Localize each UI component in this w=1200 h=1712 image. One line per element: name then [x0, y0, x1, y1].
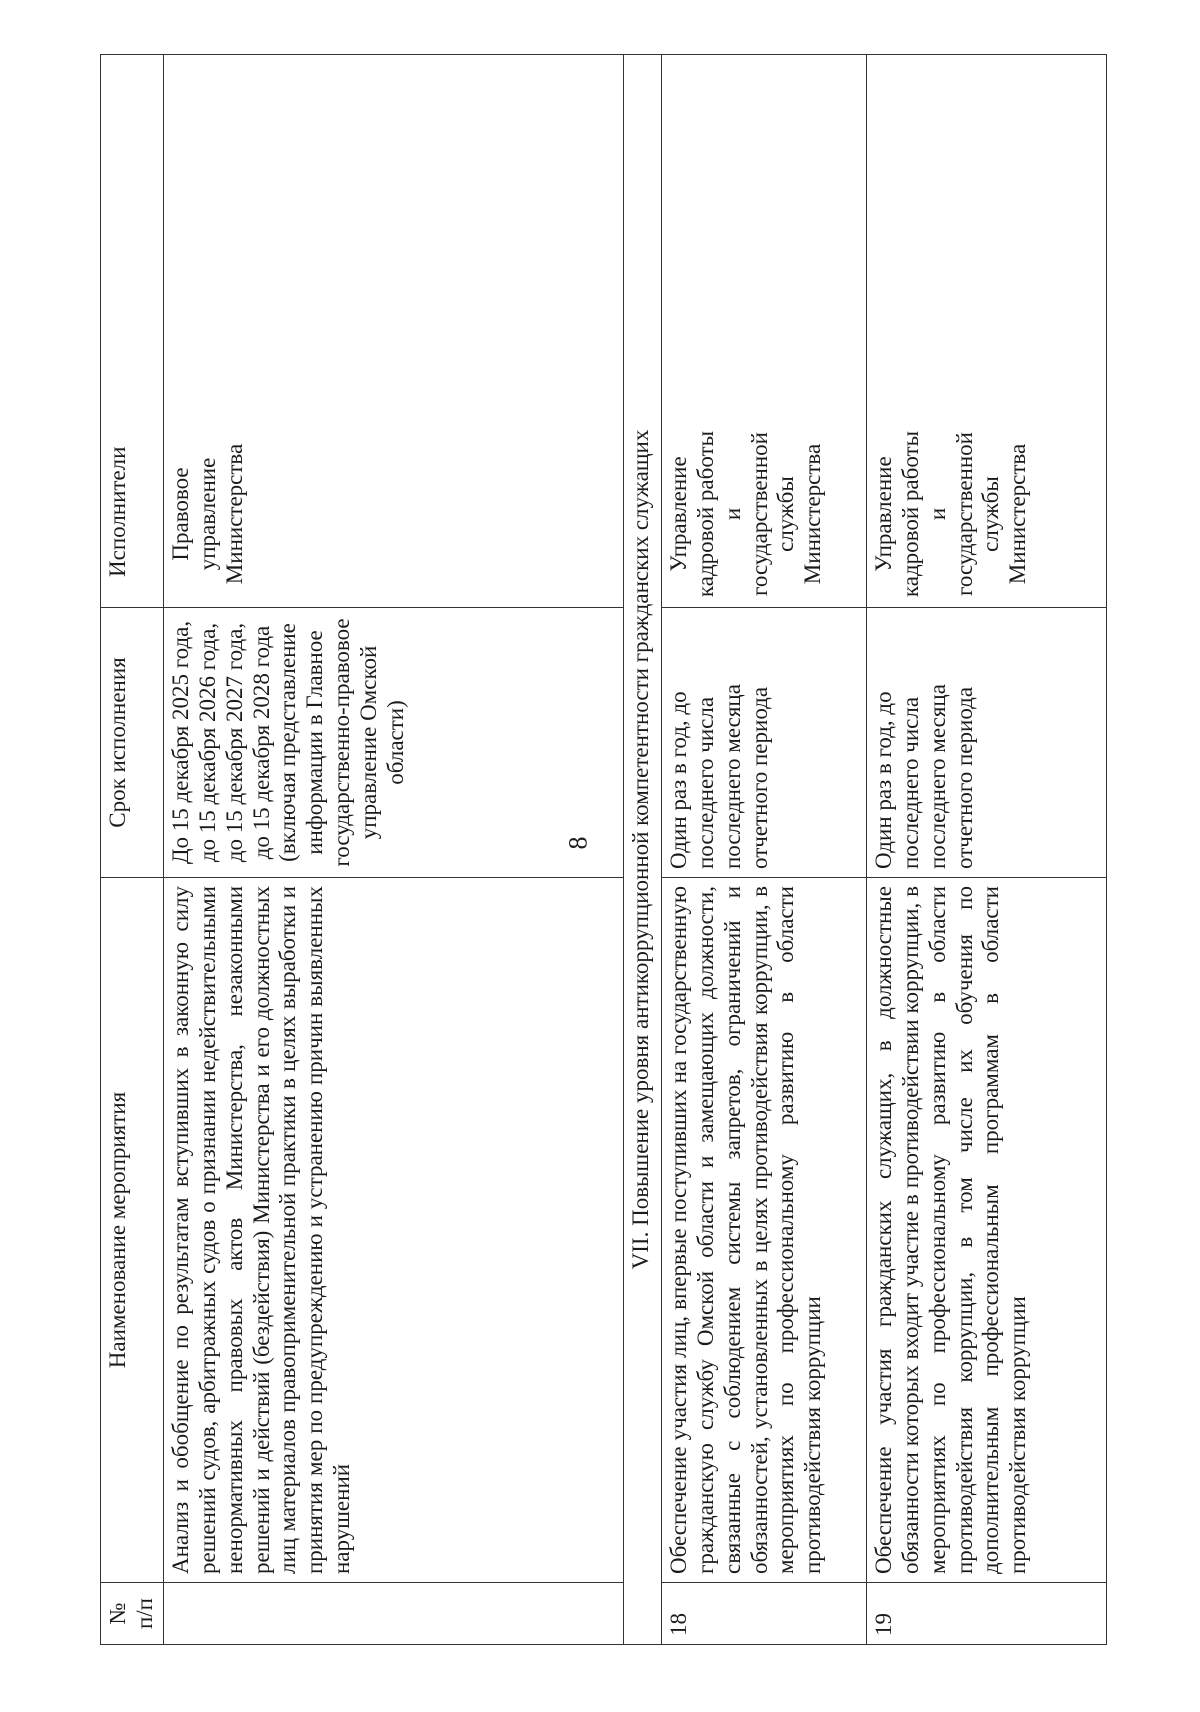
row-18-term: Один раз в год, до последнего числа последнего месяца отчетного периода [661, 608, 866, 878]
header-executors: Исполнители [101, 55, 164, 608]
page-number: 8 [563, 836, 593, 850]
row-18-executors-text: Управление кадровой работы и государственной службы Министерства [665, 430, 826, 598]
measures-table [100, 54, 1107, 1645]
row-19-term: Один раз в год, до последнего числа последнего месяца отчетного периода [866, 608, 1106, 878]
row-19-executors-text: Управление кадровой работы и государственной службы Министерства [870, 430, 1031, 598]
row-18-num: 18 [661, 1583, 866, 1645]
section-7-title: VII. Повышение уровня антикоррупционной компетентности гражданских служащих [623, 55, 661, 1645]
section-row [623, 55, 661, 1645]
row-19-name: Обеспечение участия гражданских служащих, в должностные обязанности которых входит участие в противодействии коррупции, в мероприятиях по профессиональному развитию в области противодействия коррупции, в том числе их обучения по дополнительным профессиональным программам в области противодействия коррупции [866, 878, 1106, 1583]
rotated-table-container [100, 55, 1105, 1645]
table-row [163, 55, 623, 1645]
row-18-executors [661, 55, 866, 608]
row-18-name: Обеспечение участия лиц, впервые поступивших на государственную гражданскую службу Омской области и замещающих должности, связанные с соблюдением системы запретов, ограничений и обязанностей, установленных в целях противодействия коррупции, в мероприятиях по профессиональному развитию в области противодействия коррупции [661, 878, 866, 1583]
row-19-executors [866, 55, 1106, 608]
row-17-num [163, 1583, 623, 1645]
table-row [866, 55, 1106, 1645]
header-term: Срок исполнения [101, 608, 164, 878]
header-num: № п/п [101, 1583, 164, 1645]
row-17-name: Анализ и обобщение по результатам вступивших в законную силу решений судов, арбитражных судов о признании недействительными ненормативных правовых актов Министерства, незаконными решений и действий (бездействия) Министерства и его должностных лиц материалов правоприменительной практики в целях выработки и принятия мер по предупреждению и устранению причин выявленных нарушений [163, 878, 623, 1583]
table-header-row [101, 55, 164, 1645]
row-19-num: 19 [866, 1583, 1106, 1645]
row-17-term: До 15 декабря 2025 года, до 15 декабря 2026 года, до 15 декабря 2027 года, до 15 декабря 2028 года (включая представление информации в Главное государственно-правовое управление Омской области) [163, 608, 623, 878]
table-row [661, 55, 866, 1645]
header-name: Наименование мероприятия [101, 878, 164, 1583]
row-17-executors [163, 55, 623, 608]
row-17-executors-text: Правовое управление Министерства [167, 443, 247, 585]
